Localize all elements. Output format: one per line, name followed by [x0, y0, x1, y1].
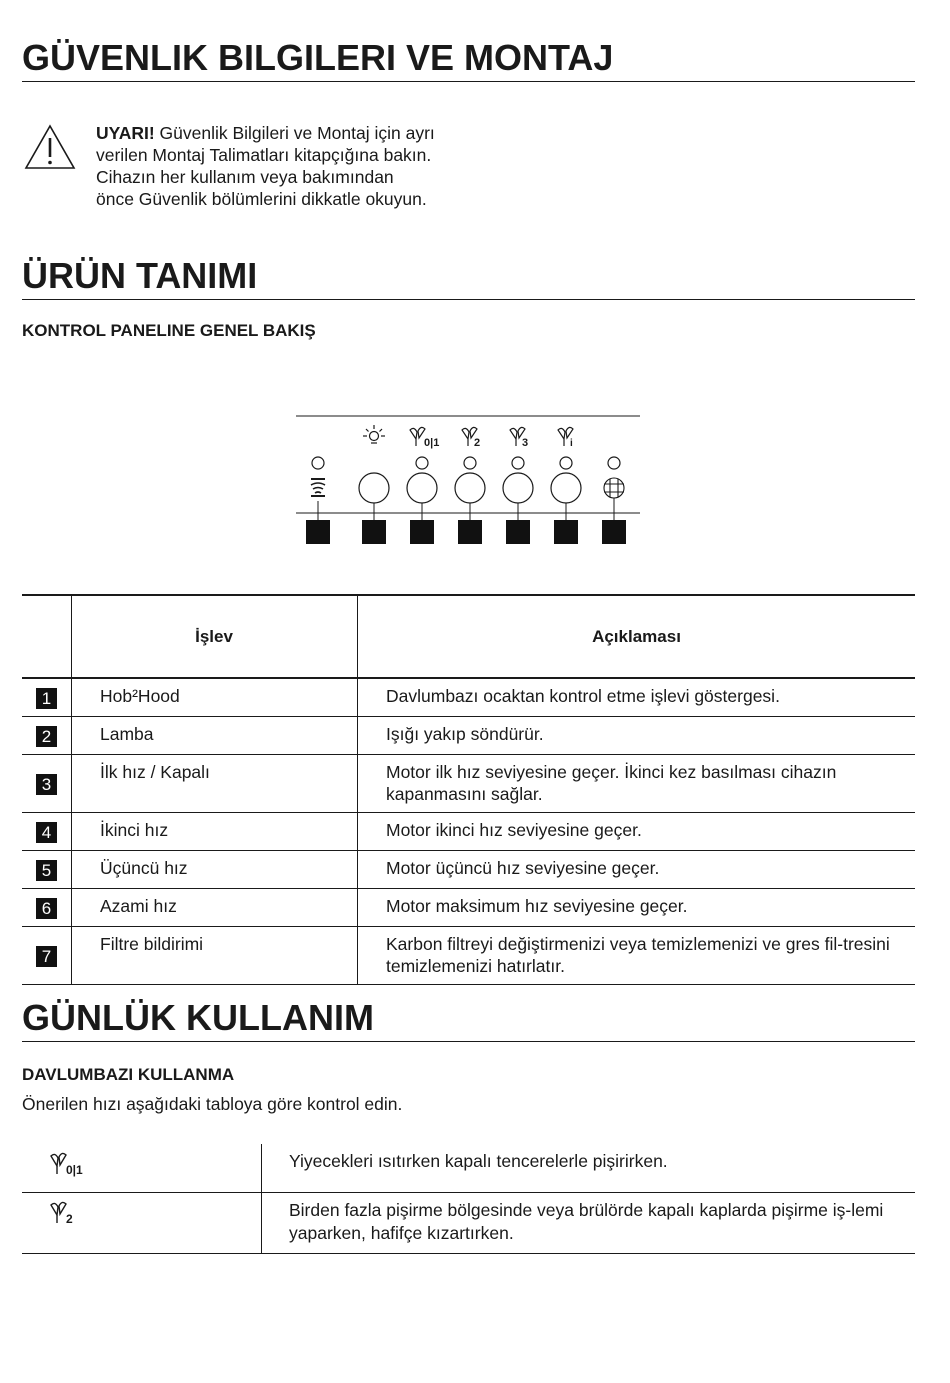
table-row	[22, 678, 915, 717]
row-description: Karbon filtreyi değiştirmenizi veya temizlemenizi ve gres fil-tresini temizlemenizi hatırlatır.	[358, 927, 916, 985]
row-number: 4	[36, 822, 57, 843]
row-description: Davlumbazı ocaktan kontrol etme işlevi göstergesi.	[358, 678, 916, 717]
using-hood-subtitle: DAVLUMBAZI KULLANMA	[22, 1065, 235, 1084]
row-number: 3	[36, 774, 57, 795]
row-function: Azami hız	[72, 889, 358, 927]
speed-table-icon-label: 0|1	[66, 1163, 83, 1177]
speed-2-label: 2	[474, 437, 481, 449]
max-speed-button[interactable]	[551, 427, 581, 544]
table-row	[22, 1144, 915, 1193]
fan-speed-1-icon	[48, 1150, 88, 1178]
control-panel-subtitle: KONTROL PANELINE GENEL BAKIŞ	[22, 321, 316, 340]
function-table	[22, 594, 915, 985]
control-panel-diagram	[296, 406, 642, 556]
table-row	[22, 851, 915, 889]
table-row	[22, 813, 915, 851]
row-description: Motor ikinci hız seviyesine geçer.	[358, 813, 916, 851]
row-number: 5	[36, 860, 57, 881]
row-number: 6	[36, 898, 57, 919]
hob2hood-indicator	[306, 457, 330, 544]
section-title-daily-use: GÜNLÜK KULLANIM	[22, 998, 915, 1042]
row-description: Motor maksimum hız seviyesine geçer.	[358, 889, 916, 927]
row-number: 7	[36, 946, 57, 967]
row-function: Hob²Hood	[72, 678, 358, 717]
row-function: İlk hız / Kapalı	[72, 755, 358, 813]
table-row	[22, 1193, 915, 1254]
table-row	[22, 755, 915, 813]
table-row	[22, 717, 915, 755]
row-function: Filtre bildirimi	[72, 927, 358, 985]
warning-label: UYARI!	[96, 123, 155, 143]
speed-2-button[interactable]	[455, 427, 485, 544]
lamp-icon	[363, 425, 385, 443]
row-description: Motor ilk hız seviyesine geçer. İkinci kez basılması cihazın kapanmasını sağlar.	[358, 755, 916, 813]
section-title-safety: GÜVENLIK BILGILERI VE MONTAJ	[22, 38, 915, 82]
table-row	[22, 927, 915, 985]
speed-max-label: i	[570, 438, 573, 449]
warning-text	[96, 122, 436, 210]
speed-table	[22, 1144, 915, 1254]
row-function: Üçüncü hız	[72, 851, 358, 889]
header-number	[22, 595, 72, 678]
fan-speed-2-icon	[48, 1199, 88, 1227]
row-number: 2	[36, 726, 57, 747]
speed-3-label: 3	[522, 437, 529, 449]
speed-intro-text: Önerilen hızı aşağıdaki tabloya göre kontrol edin.	[22, 1094, 403, 1114]
speed-table-icon-label: 2	[66, 1212, 73, 1226]
header-function: İşlev	[72, 595, 358, 678]
speed-1-label: 0|1	[424, 437, 440, 449]
filter-grid-icon	[604, 478, 624, 498]
table-header-row	[22, 595, 915, 678]
warning-triangle-icon	[24, 124, 76, 170]
section-title-product: ÜRÜN TANIMI	[22, 256, 915, 300]
warning-body: Güvenlik Bilgileri ve Montaj için ayrı verilen Montaj Talimatları kitapçığına bakın. Cihazın her kullanım veya bakımından önce Güvenlik bölümlerini dikkatle okuyun.	[96, 123, 435, 209]
speed-row-description: Yiyecekleri ısıtırken kapalı tencerelerle pişirirken.	[262, 1144, 916, 1193]
row-number: 1	[36, 688, 57, 709]
speed-3-button[interactable]	[503, 427, 533, 544]
row-description: Işığı yakıp söndürür.	[358, 717, 916, 755]
row-description: Motor üçüncü hız seviyesine geçer.	[358, 851, 916, 889]
lamp-button[interactable]	[359, 425, 389, 544]
speed-1-off-button[interactable]	[407, 427, 439, 544]
filter-indicator	[602, 457, 626, 544]
table-row	[22, 889, 915, 927]
speed-row-description: Birden fazla pişirme bölgesinde veya brülörde kapalı kaplarda pişirme iş-lemi yaparken, hafifçe kızartırken.	[262, 1193, 916, 1254]
row-function: Lamba	[72, 717, 358, 755]
header-description: Açıklaması	[358, 595, 916, 678]
fan-speed-1-icon	[410, 427, 425, 446]
row-function: İkinci hız	[72, 813, 358, 851]
